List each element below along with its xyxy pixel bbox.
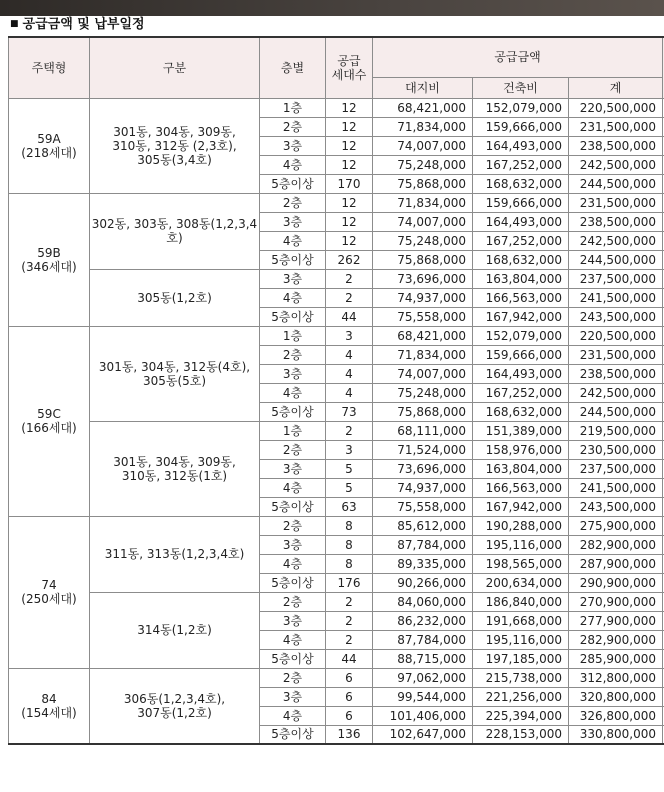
table-row: [9, 592, 664, 611]
total-price-cell: 231,500,000: [569, 193, 663, 212]
land-price-cell: 97,062,000: [373, 668, 473, 687]
floor-cell: 3층: [260, 364, 326, 383]
building-group-cell: [90, 421, 260, 516]
units-cell: 2: [326, 269, 373, 288]
header-units: [326, 37, 373, 98]
floor-cell: 4층: [260, 478, 326, 497]
land-price-cell: 86,232,000: [373, 611, 473, 630]
floor-cell: 5층이상: [260, 307, 326, 326]
land-price-cell: 74,007,000: [373, 364, 473, 383]
land-price-cell: 74,007,000: [373, 136, 473, 155]
total-price-cell: 238,500,000: [569, 212, 663, 231]
building-price-cell: 158,976,000: [473, 440, 569, 459]
floor-cell: 1층: [260, 326, 326, 345]
building-group-cell: [90, 98, 260, 193]
header-price: 공급금액: [373, 37, 663, 77]
building-price-cell: 200,634,000: [473, 573, 569, 592]
unit-type-line: 84: [41, 691, 57, 706]
floor-cell: 2층: [260, 117, 326, 136]
header-building: 건축비: [473, 77, 569, 98]
floor-cell: 5층이상: [260, 497, 326, 516]
floor-cell: 3층: [260, 687, 326, 706]
header-units-line2: 세대수: [331, 67, 367, 82]
floor-cell: 4층: [260, 630, 326, 649]
land-price-cell: 75,558,000: [373, 497, 473, 516]
units-cell: 6: [326, 668, 373, 687]
price-table: [8, 36, 664, 745]
unit-type-line: (154세대): [21, 705, 77, 720]
floor-cell: 5층이상: [260, 402, 326, 421]
units-cell: 136: [326, 725, 373, 744]
unit-type-line: (346세대): [21, 259, 77, 274]
total-price-cell: 241,500,000: [569, 478, 663, 497]
units-cell: 44: [326, 649, 373, 668]
unit-type-line: 59A: [37, 131, 61, 146]
total-price-cell: 270,900,000: [569, 592, 663, 611]
building-group-line: 301동, 304동, 309동,: [113, 454, 236, 469]
building-group-line: 302동, 303동, 308동(1,2,3,4호): [91, 217, 258, 245]
unit-type-cell: [9, 193, 90, 326]
land-price-cell: 75,868,000: [373, 402, 473, 421]
units-cell: 4: [326, 364, 373, 383]
total-price-cell: 241,500,000: [569, 288, 663, 307]
total-price-cell: 242,500,000: [569, 383, 663, 402]
floor-cell: 2층: [260, 516, 326, 535]
floor-cell: 4층: [260, 383, 326, 402]
floor-cell: 3층: [260, 459, 326, 478]
land-price-cell: 71,834,000: [373, 345, 473, 364]
units-cell: 3: [326, 326, 373, 345]
total-price-cell: 237,500,000: [569, 269, 663, 288]
floor-cell: 4층: [260, 706, 326, 725]
total-price-cell: 242,500,000: [569, 155, 663, 174]
units-cell: 8: [326, 535, 373, 554]
header-total: 계: [569, 77, 663, 98]
building-group-cell: [90, 269, 260, 326]
floor-cell: 4층: [260, 155, 326, 174]
floor-cell: 5층이상: [260, 649, 326, 668]
land-price-cell: 68,421,000: [373, 98, 473, 117]
unit-type-line: (250세대): [21, 592, 77, 606]
land-price-cell: 68,111,000: [373, 421, 473, 440]
units-cell: 5: [326, 459, 373, 478]
land-price-cell: 101,406,000: [373, 706, 473, 725]
building-price-cell: 164,493,000: [473, 364, 569, 383]
table-body: [9, 98, 664, 744]
table-row: [9, 269, 664, 288]
building-price-cell: 167,252,000: [473, 383, 569, 402]
floor-cell: 4층: [260, 288, 326, 307]
building-price-cell: 168,632,000: [473, 250, 569, 269]
units-cell: 4: [326, 383, 373, 402]
building-price-cell: 195,116,000: [473, 535, 569, 554]
floor-cell: 5층이상: [260, 250, 326, 269]
total-price-cell: 244,500,000: [569, 402, 663, 421]
building-price-cell: 198,565,000: [473, 554, 569, 573]
total-price-cell: 231,500,000: [569, 345, 663, 364]
building-price-cell: 152,079,000: [473, 98, 569, 117]
total-price-cell: 242,500,000: [569, 231, 663, 250]
units-cell: 73: [326, 402, 373, 421]
building-group-line: 314동(1,2호): [137, 623, 212, 637]
building-group-cell: [90, 592, 260, 668]
floor-cell: 3층: [260, 535, 326, 554]
total-price-cell: 220,500,000: [569, 326, 663, 345]
total-price-cell: 237,500,000: [569, 459, 663, 478]
floor-cell: 3층: [260, 212, 326, 231]
building-price-cell: 163,804,000: [473, 459, 569, 478]
floor-cell: 1층: [260, 98, 326, 117]
total-price-cell: 282,900,000: [569, 630, 663, 649]
units-cell: 12: [326, 155, 373, 174]
land-price-cell: 102,647,000: [373, 725, 473, 744]
building-price-cell: 164,493,000: [473, 136, 569, 155]
unit-type-line: 59C: [37, 407, 61, 421]
units-cell: 8: [326, 516, 373, 535]
floor-cell: 1층: [260, 421, 326, 440]
units-cell: 4: [326, 345, 373, 364]
units-cell: 6: [326, 706, 373, 725]
floor-cell: 5층이상: [260, 725, 326, 744]
units-cell: 262: [326, 250, 373, 269]
units-cell: 12: [326, 98, 373, 117]
header-type: 주택형: [9, 37, 90, 98]
building-price-cell: 159,666,000: [473, 345, 569, 364]
floor-cell: 2층: [260, 668, 326, 687]
total-price-cell: 312,800,000: [569, 668, 663, 687]
land-price-cell: 75,558,000: [373, 307, 473, 326]
units-cell: 170: [326, 174, 373, 193]
building-group-line: 310동, 312동 (2,3호),: [112, 138, 237, 153]
total-price-cell: 275,900,000: [569, 516, 663, 535]
building-price-cell: 166,563,000: [473, 288, 569, 307]
building-group-cell: [90, 326, 260, 421]
floor-cell: 2층: [260, 193, 326, 212]
land-price-cell: 75,248,000: [373, 231, 473, 250]
building-price-cell: 164,493,000: [473, 212, 569, 231]
units-cell: 8: [326, 554, 373, 573]
building-group-line: 306동(1,2,3,4호),: [123, 691, 226, 706]
table-row: [9, 98, 664, 117]
table-row: [9, 193, 664, 212]
floor-cell: 5층이상: [260, 174, 326, 193]
land-price-cell: 71,834,000: [373, 193, 473, 212]
units-cell: 12: [326, 193, 373, 212]
total-price-cell: 330,800,000: [569, 725, 663, 744]
floor-cell: 2층: [260, 345, 326, 364]
land-price-cell: 71,524,000: [373, 440, 473, 459]
building-price-cell: 163,804,000: [473, 269, 569, 288]
building-price-cell: 167,942,000: [473, 497, 569, 516]
land-price-cell: 68,421,000: [373, 326, 473, 345]
unit-type-line: 74: [41, 578, 57, 592]
building-price-cell: 215,738,000: [473, 668, 569, 687]
floor-cell: 3층: [260, 269, 326, 288]
total-price-cell: 220,500,000: [569, 98, 663, 117]
land-price-cell: 73,696,000: [373, 269, 473, 288]
table-header: [9, 37, 664, 98]
building-price-cell: 195,116,000: [473, 630, 569, 649]
units-cell: 2: [326, 630, 373, 649]
units-cell: 63: [326, 497, 373, 516]
building-price-cell: 167,252,000: [473, 155, 569, 174]
land-price-cell: 74,937,000: [373, 288, 473, 307]
units-cell: 5: [326, 478, 373, 497]
land-price-cell: 75,248,000: [373, 383, 473, 402]
header-floor: 층별: [260, 37, 326, 98]
total-price-cell: 238,500,000: [569, 136, 663, 155]
total-price-cell: 230,500,000: [569, 440, 663, 459]
table-row: [9, 421, 664, 440]
building-group-cell: [90, 668, 260, 744]
building-price-cell: 221,256,000: [473, 687, 569, 706]
units-cell: 2: [326, 611, 373, 630]
building-price-cell: 197,185,000: [473, 649, 569, 668]
total-price-cell: 243,500,000: [569, 497, 663, 516]
total-price-cell: 290,900,000: [569, 573, 663, 592]
units-cell: 12: [326, 136, 373, 155]
units-cell: 2: [326, 288, 373, 307]
building-group-line: 301동, 304동, 309동,: [113, 124, 236, 139]
header-land: 대지비: [373, 77, 473, 98]
building-price-cell: 167,252,000: [473, 231, 569, 250]
land-price-cell: 84,060,000: [373, 592, 473, 611]
land-price-cell: 71,834,000: [373, 117, 473, 136]
floor-cell: 5층이상: [260, 573, 326, 592]
building-price-cell: 159,666,000: [473, 193, 569, 212]
land-price-cell: 75,868,000: [373, 250, 473, 269]
unit-type-cell: [9, 668, 90, 744]
unit-type-line: (218세대): [21, 145, 77, 160]
floor-cell: 3층: [260, 136, 326, 155]
building-group-cell: [90, 193, 260, 269]
building-group-line: 310동, 312동(1호): [121, 468, 228, 483]
header-units-line1: 공급: [337, 53, 361, 68]
building-price-cell: 159,666,000: [473, 117, 569, 136]
land-price-cell: 75,248,000: [373, 155, 473, 174]
land-price-cell: 75,868,000: [373, 174, 473, 193]
unit-type-cell: [9, 98, 90, 193]
total-price-cell: 285,900,000: [569, 649, 663, 668]
units-cell: 44: [326, 307, 373, 326]
land-price-cell: 74,937,000: [373, 478, 473, 497]
units-cell: 3: [326, 440, 373, 459]
land-price-cell: 87,784,000: [373, 630, 473, 649]
building-group-line: 305동(1,2호): [137, 290, 212, 305]
land-price-cell: 88,715,000: [373, 649, 473, 668]
total-price-cell: 287,900,000: [569, 554, 663, 573]
section-title-text: 공급금액 및 납부일정: [22, 17, 145, 32]
building-price-cell: 166,563,000: [473, 478, 569, 497]
units-cell: 2: [326, 592, 373, 611]
land-price-cell: 87,784,000: [373, 535, 473, 554]
floor-cell: 2층: [260, 440, 326, 459]
floor-cell: 4층: [260, 231, 326, 250]
floor-cell: 3층: [260, 611, 326, 630]
units-cell: 12: [326, 117, 373, 136]
total-price-cell: 243,500,000: [569, 307, 663, 326]
building-price-cell: 228,153,000: [473, 725, 569, 744]
top-banner: [0, 0, 664, 16]
building-price-cell: 191,668,000: [473, 611, 569, 630]
bullet-icon: ■: [10, 19, 19, 29]
building-group-line: 305동(3,4호): [137, 152, 212, 167]
land-price-cell: 89,335,000: [373, 554, 473, 573]
building-price-cell: 151,389,000: [473, 421, 569, 440]
building-price-cell: 190,288,000: [473, 516, 569, 535]
building-price-cell: 225,394,000: [473, 706, 569, 725]
header-group: 구분: [90, 37, 260, 98]
land-price-cell: 73,696,000: [373, 459, 473, 478]
unit-type-line: (166세대): [21, 421, 77, 435]
units-cell: 2: [326, 421, 373, 440]
units-cell: 12: [326, 231, 373, 250]
total-price-cell: 282,900,000: [569, 535, 663, 554]
unit-type-line: 59B: [37, 245, 61, 260]
land-price-cell: 74,007,000: [373, 212, 473, 231]
floor-cell: 4층: [260, 554, 326, 573]
total-price-cell: 231,500,000: [569, 117, 663, 136]
total-price-cell: 277,900,000: [569, 611, 663, 630]
total-price-cell: 320,800,000: [569, 687, 663, 706]
land-price-cell: 99,544,000: [373, 687, 473, 706]
units-cell: 12: [326, 212, 373, 231]
section-title: [10, 15, 145, 33]
table-row: [9, 516, 664, 535]
unit-type-cell: [9, 326, 90, 516]
units-cell: 6: [326, 687, 373, 706]
total-price-cell: 238,500,000: [569, 364, 663, 383]
building-group-line: 307동(1,2호): [137, 705, 212, 720]
total-price-cell: 244,500,000: [569, 174, 663, 193]
land-price-cell: 90,266,000: [373, 573, 473, 592]
building-group-line: 305동(5호): [142, 373, 207, 388]
building-price-cell: 167,942,000: [473, 307, 569, 326]
building-price-cell: 186,840,000: [473, 592, 569, 611]
floor-cell: 2층: [260, 592, 326, 611]
building-group-cell: [90, 516, 260, 592]
units-cell: 176: [326, 573, 373, 592]
table-row: [9, 668, 664, 687]
building-price-cell: 168,632,000: [473, 402, 569, 421]
total-price-cell: 244,500,000: [569, 250, 663, 269]
building-price-cell: 152,079,000: [473, 326, 569, 345]
total-price-cell: 326,800,000: [569, 706, 663, 725]
unit-type-cell: [9, 516, 90, 668]
building-price-cell: 168,632,000: [473, 174, 569, 193]
land-price-cell: 85,612,000: [373, 516, 473, 535]
building-group-line: 301동, 304동, 312동(4호),: [98, 359, 251, 374]
building-group-line: 311동, 313동(1,2,3,4호): [104, 547, 245, 561]
total-price-cell: 219,500,000: [569, 421, 663, 440]
table-row: [9, 326, 664, 345]
